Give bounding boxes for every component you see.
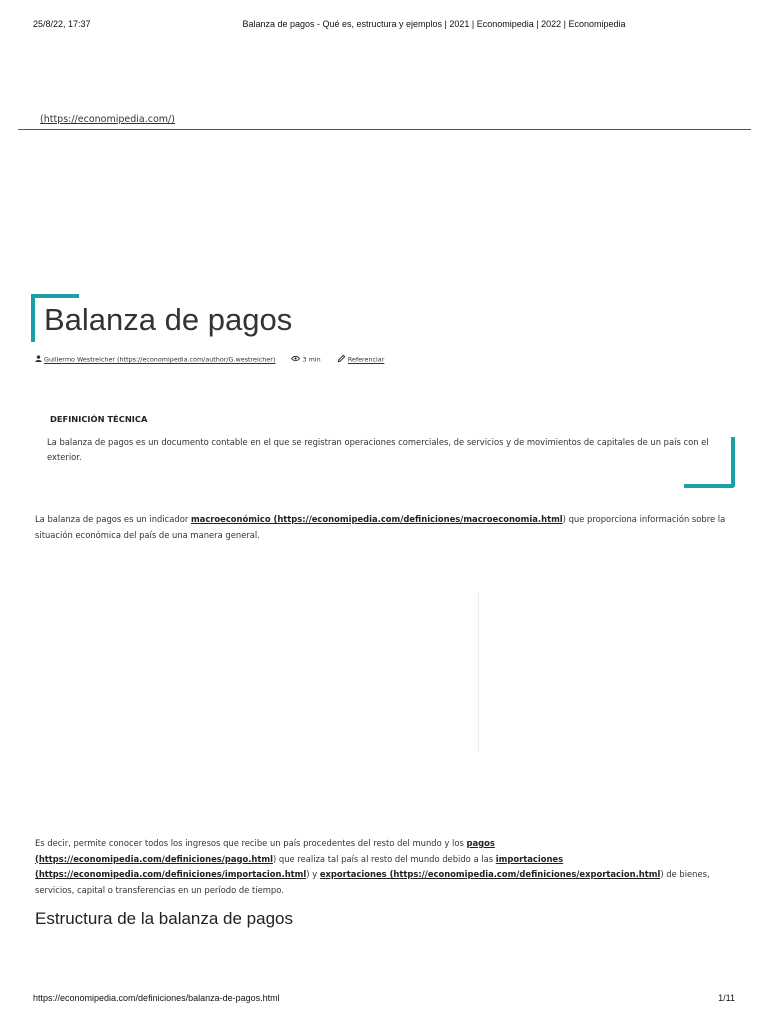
detail-paragraph xyxy=(35,836,735,898)
intro-text: La balanza de pagos es un indicador xyxy=(35,514,191,524)
author-link[interactable]: Guillermo Westreicher (https://economipedia.com/author/G.westreicher) xyxy=(44,355,276,364)
intro-paragraph xyxy=(35,512,735,543)
page-title: Balanza de pagos xyxy=(44,302,293,337)
site-home-link[interactable] xyxy=(40,114,175,125)
article-meta xyxy=(35,354,384,365)
intro-text-end: ) que proporciona información sobre la situación económica del país de una manera general. xyxy=(35,514,726,540)
header-divider xyxy=(18,129,751,130)
print-url: https://economipedia.com/definiciones/balanza-de-pagos.html xyxy=(33,993,280,1003)
ad-divider xyxy=(478,592,479,752)
importaciones-link[interactable]: importaciones (https://economipedia.com/definiciones/importacion.html xyxy=(35,853,564,879)
detail-text-2: ) que realiza tal país al resto del mundo debido a las xyxy=(272,853,496,864)
detail-text-1: Es decir, permite conocer todos los ingresos que recibe un país procedentes del resto del mundo y los xyxy=(35,838,467,848)
definition-label: DEFINICIÓN TÉCNICA xyxy=(50,414,148,424)
detail-text-4: ) de bienes, servicios, capital o transferencias en un período de tiempo. xyxy=(35,869,710,895)
print-page-number: 1/11 xyxy=(718,993,735,1003)
pencil-icon xyxy=(337,354,346,365)
detail-text-3: ) y xyxy=(306,869,320,879)
site-home-link-text[interactable]: (https://economipedia.com/) xyxy=(40,114,175,125)
section-heading: Estructura de la balanza de pagos xyxy=(35,909,294,928)
pagos-link[interactable]: pagos (https://economipedia.com/definiciones/pago.html xyxy=(35,838,495,864)
cite-link[interactable]: Referenciar xyxy=(347,355,385,364)
exportaciones-link[interactable]: exportaciones (https://economipedia.com/definiciones/exportacion.html xyxy=(319,869,661,879)
print-datetime: 25/8/22, 17:37 xyxy=(33,19,91,29)
macroeconomia-link[interactable]: macroeconómico (https://economipedia.com/definiciones/macroeconomia.html xyxy=(190,514,563,524)
read-time: 3 min xyxy=(302,355,321,364)
definition-text: La balanza de pagos es un documento contable en el que se registran operaciones comerciales, de servicios y de movimientos de capitales de un país con el exterior. xyxy=(47,437,709,462)
print-doc-title: Balanza de pagos - Qué es, estructura y ejemplos | 2021 | Economipedia | 2022 | Economipedia xyxy=(242,19,626,29)
eye-icon xyxy=(291,355,300,364)
user-icon xyxy=(35,355,42,364)
definition-accent-bracket xyxy=(684,437,735,488)
